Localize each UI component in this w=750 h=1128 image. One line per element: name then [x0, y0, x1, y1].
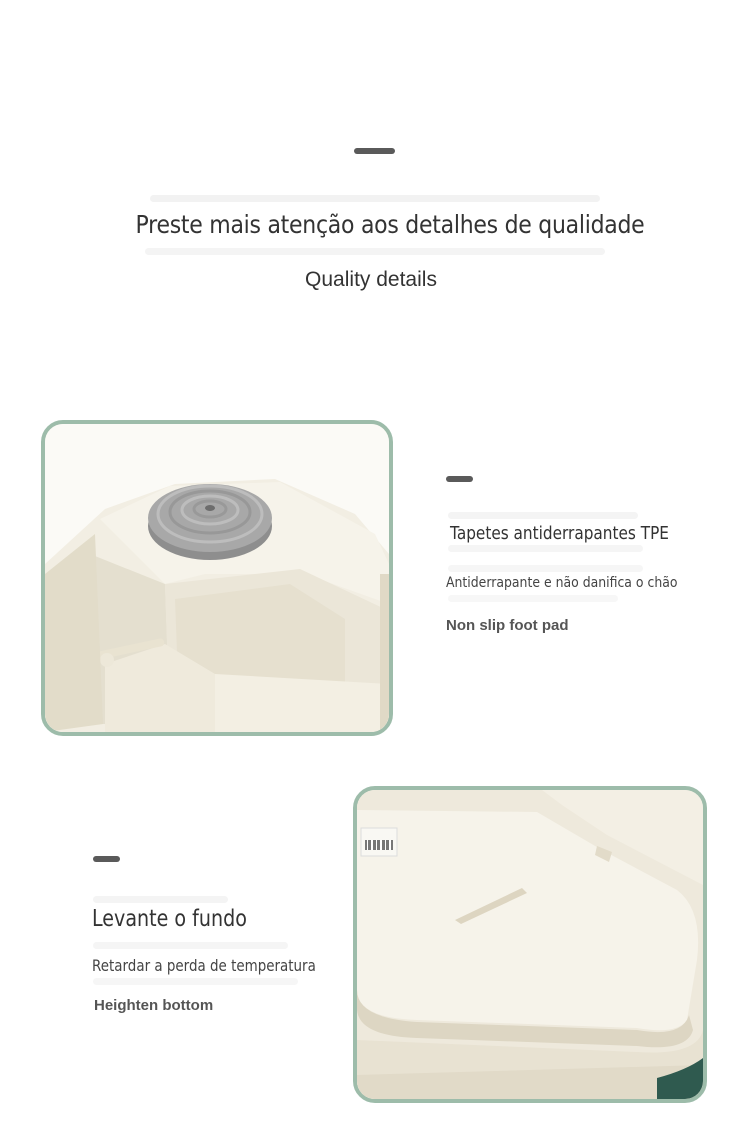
feature-heading: Levante o fundo: [92, 906, 247, 932]
ghost-line: [448, 595, 618, 602]
raised-bottom-image: [353, 786, 707, 1103]
stool-leg-illustration: [45, 424, 389, 732]
ghost-line: [448, 565, 643, 572]
foot-pad-image: [41, 420, 393, 736]
header-ghost-line: [145, 248, 605, 255]
ghost-line: [448, 512, 638, 519]
feature-subheading: Retardar a perda de temperatura: [92, 956, 316, 975]
ghost-line: [93, 896, 228, 903]
feature-heading: Tapetes antiderrapantes TPE: [450, 523, 669, 544]
header-accent-dash: [354, 148, 395, 154]
feature-caption: Non slip foot pad: [446, 617, 569, 634]
feature-accent-dash: [446, 476, 473, 482]
feature-subheading: Antiderrapante e não danifica o chão: [446, 575, 678, 591]
barcode-label: [361, 828, 397, 856]
ghost-line: [93, 942, 288, 949]
ghost-line: [448, 545, 643, 552]
ghost-line: [93, 978, 298, 985]
page-title: Preste mais atenção aos detalhes de qualidade: [135, 210, 645, 239]
feature-accent-dash: [93, 856, 120, 862]
tub-bottom-illustration: [357, 790, 703, 1099]
feature-caption: Heighten bottom: [94, 997, 214, 1014]
rubber-foot-pad: [148, 484, 272, 560]
header-ghost-line: [150, 195, 600, 202]
page-subtitle: Quality details: [305, 268, 437, 291]
